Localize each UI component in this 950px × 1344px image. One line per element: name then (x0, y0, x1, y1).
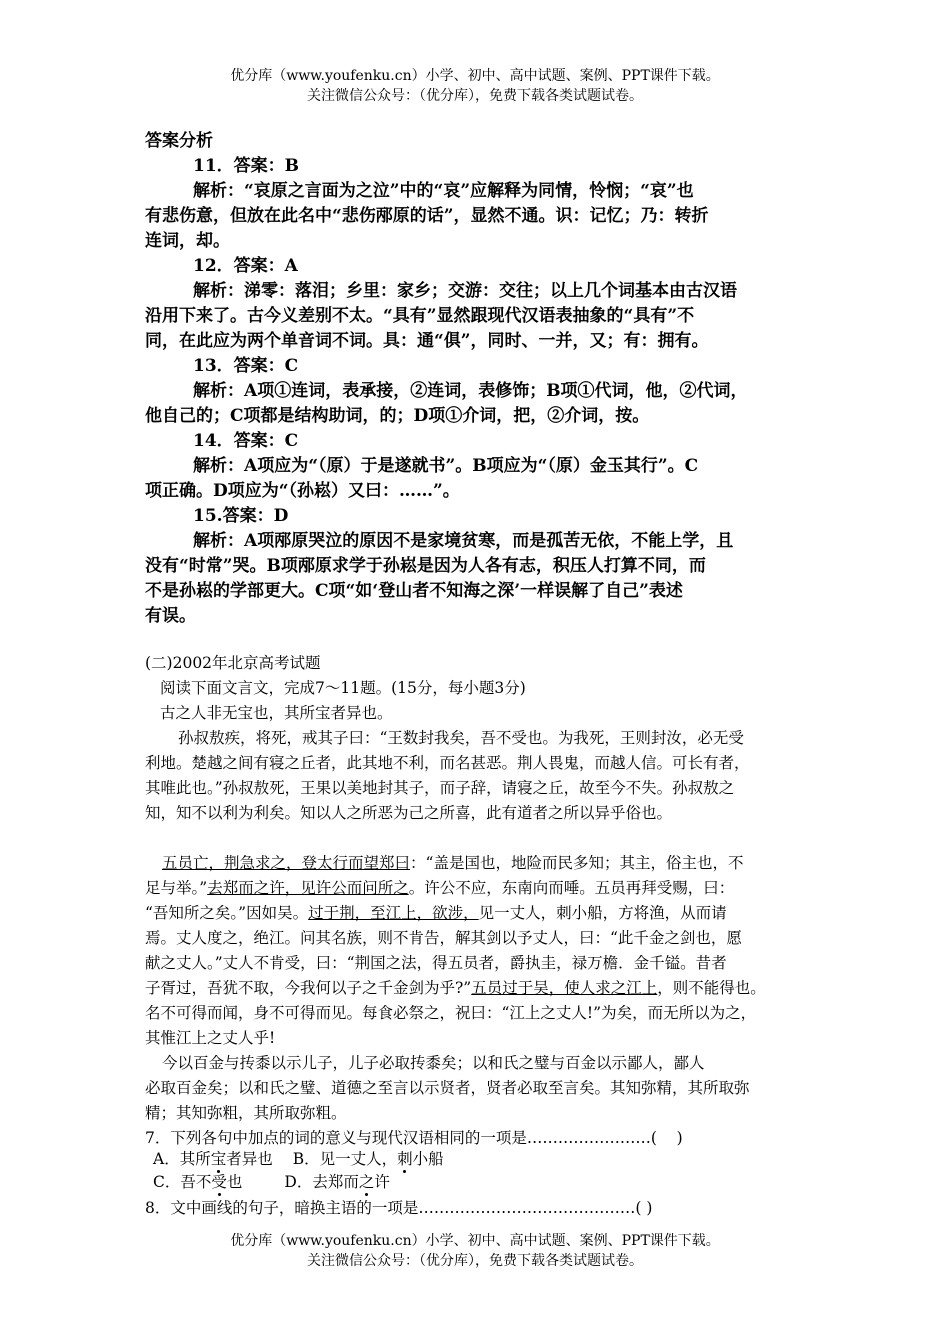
analysis-15-line-2: 没有“时常”哭。B项邴原求学于孙崧是因为人各有志，积压人打算不同，而 (145, 556, 706, 576)
answer-11: 11．答案：B (193, 156, 300, 176)
analysis-14-line-2: 项正确。D项应为“（孙崧）又曰：……”。 (145, 481, 460, 501)
text-span: ，则不能得也。 (657, 979, 766, 997)
section-instruction: 阅读下面文言文，完成7～11题。(15分，每小题3分) (160, 679, 526, 697)
text-span: 见一丈人，刺小船，方将渔，从而请 (478, 904, 727, 922)
answers-title: 答案分析 (145, 131, 213, 151)
text-span: 小船 (412, 1150, 444, 1168)
footer-line-1: 优分库（www.youfenku.cn）小学、初中、高中试题、案例、PPT课件下载。 (230, 1233, 720, 1249)
analysis-14-line-1: 解析：A项应为“（原）于是遂就书”。B项应为“（原）金玉其行”。C (193, 456, 699, 476)
underlined-sentence-1: 五员亡，荆急求之，登太行而望郑曰 (162, 854, 411, 872)
text-span: 足与举。” (145, 879, 208, 897)
answer-14: 14．答案：C (193, 431, 299, 451)
question-8-stem: 8．文中画线的句子，暗换主语的一项是……………………………………( ) (145, 1199, 653, 1217)
question-7-stem: 7．下列各句中加点的词的意义与现代汉语相同的一项是……………………( ) (145, 1129, 683, 1147)
question-7-options-cd (153, 1170, 390, 1192)
page-header (0, 66, 950, 106)
analysis-12-line-3: 同，在此应为两个单音词不词。具：通“俱”，同时、一并，又；有：拥有。 (145, 331, 709, 351)
text-span: 许 (374, 1173, 390, 1191)
text-span: “吾知所之矣。”因如吴。 (145, 904, 309, 922)
dotted-word: 宝 (211, 1147, 227, 1169)
text-span: A．其所 (153, 1150, 211, 1168)
passage-p2-line-5: 献之丈人。”丈人不肯受，曰：“荆国之法，得五员者，爵执圭，禄万檐．金千镒。昔者 (145, 954, 727, 972)
passage-p1-line-1: 孙叔敖疾，将死，戒其子曰：“王数封我矣，吾不受也。为我死，王则封汝，必无受 (178, 729, 744, 747)
passage-p2-line-4: 焉。丈人度之，绝江。问其名族，则不肯告，解其剑以予丈人，曰：“此千金之剑也，愿 (145, 929, 742, 947)
underlined-sentence-4: 五员过于吴，使人求之江上 (471, 979, 658, 997)
passage-p1-line-2: 利地。楚越之间有寝之丘者，此其地不利，而名甚恶。荆人畏鬼，而越人信。可长有者， (145, 754, 750, 772)
answer-12: 12．答案：A (193, 256, 298, 276)
question-7-options-ab (153, 1147, 444, 1169)
passage-p2-line-8: 其惟江上之丈人乎! (145, 1029, 276, 1047)
passage-p1-line-4: 知，知不以利为利矣。知以人之所恶为己之所喜，此有道者之所以异乎俗也。 (145, 804, 673, 822)
text-span: C．吾不 (153, 1173, 212, 1191)
analysis-13-line-2: 他自己的；C项都是结构助词，的；D项①介词，把，②介词，按。 (145, 406, 650, 426)
text-span: D．去郑而 (284, 1173, 359, 1191)
answer-13: 13．答案：C (193, 356, 299, 376)
analysis-13-line-1: 解析：A项①连词，表承接，②连词，表修饰；B项①代词，他，②代词， (193, 381, 748, 401)
analysis-15-line-3: 不是孙崧的学部更大。C项“如‘登山者不知海之深’一样误解了自己”表述 (145, 581, 683, 601)
text-span: B．见一丈人， (292, 1150, 398, 1168)
analysis-11-line-1: 解析：“哀原之言面为之泣”中的“哀”应解释为同情，怜悯；“哀”也 (193, 181, 694, 201)
dotted-word: 刺 (397, 1147, 413, 1169)
passage-opening: 古之人非无宝也，其所宝者异也。 (160, 704, 393, 722)
analysis-11-line-2: 有悲伤意，但放在此名中“悲伤邴原的话”，显然不通。识：记忆；乃：转折 (145, 206, 709, 226)
text-span: 者异也 (226, 1150, 273, 1168)
passage-p3-line-3: 精；其知弥粗，其所取弥粗。 (145, 1104, 347, 1122)
section-title: (二)2002年北京高考试题 (145, 654, 321, 672)
text-span: 子胥过，吾犹不取，今我何以子之千金剑为乎?” (145, 979, 472, 997)
passage-p2-line-1 (162, 851, 743, 873)
passage-p2-line-7: 名不可得而闻，身不可得而见。每食必祭之，祝曰：“江上之丈人!”为矣，而无所以为之， (145, 1004, 757, 1022)
passage-p3-line-1: 今以百金与抟黍以示儿子，儿子必取抟黍矣；以和氏之璧与百金以示鄙人，鄙人 (162, 1054, 705, 1072)
passage-p2-line-3 (145, 901, 727, 923)
underlined-sentence-3: 过于荆，至江上，欲涉， (308, 904, 479, 922)
option-d (284, 1173, 389, 1191)
text-span: 。许公不应，东南向而唾。五员再拜受赐，曰： (408, 879, 735, 897)
option-c (153, 1173, 242, 1191)
option-a (153, 1150, 273, 1168)
header-line-2: 关注微信公众号：（优分库），免费下载各类试题试卷。 (307, 88, 643, 104)
passage-p1-line-3: 其唯此也。”孙叔敖死，王果以美地封其子，而子辞，请寝之丘，故至今不失。孙叔敖之 (145, 779, 735, 797)
answer-15: 15.答案：D (193, 506, 289, 526)
page-footer (0, 1231, 950, 1271)
footer-line-2: 关注微信公众号：（优分库），免费下载各类试题试卷。 (307, 1253, 643, 1269)
header-line-1: 优分库（www.youfenku.cn）小学、初中、高中试题、案例、PPT课件下载。 (230, 68, 720, 84)
option-b (293, 1150, 444, 1168)
text-span: 也 (226, 1173, 243, 1191)
dotted-word: 受 (211, 1170, 227, 1192)
dotted-word: 之 (359, 1170, 375, 1192)
text-span: ：“盖是国也，地险而民多知；其主，俗主也，不 (410, 854, 744, 872)
passage-p2-line-6 (145, 976, 766, 998)
passage-p3-line-2: 必取百金矣；以和氏之璧、道德之至言以示贤者，贤者必取至言矣。其知弥精，其所取弥 (145, 1079, 750, 1097)
analysis-11-line-3: 连词，却。 (145, 231, 230, 251)
analysis-12-line-1: 解析：涕零：落泪；乡里：家乡；交游：交往；以上几个词基本由古汉语 (193, 281, 737, 301)
passage-p2-line-2 (145, 876, 734, 898)
analysis-15-line-4: 有误。 (145, 606, 196, 626)
analysis-15-line-1: 解析：A项邴原哭泣的原因不是家境贫寒，而是孤苦无依，不能上学，且 (193, 531, 734, 551)
underlined-sentence-2: 去郑而之许，见许公而问所之 (207, 879, 409, 897)
analysis-12-line-2: 沿用下来了。古今义差别不太。“具有”显然跟现代汉语表抽象的“具有”不 (145, 306, 695, 326)
